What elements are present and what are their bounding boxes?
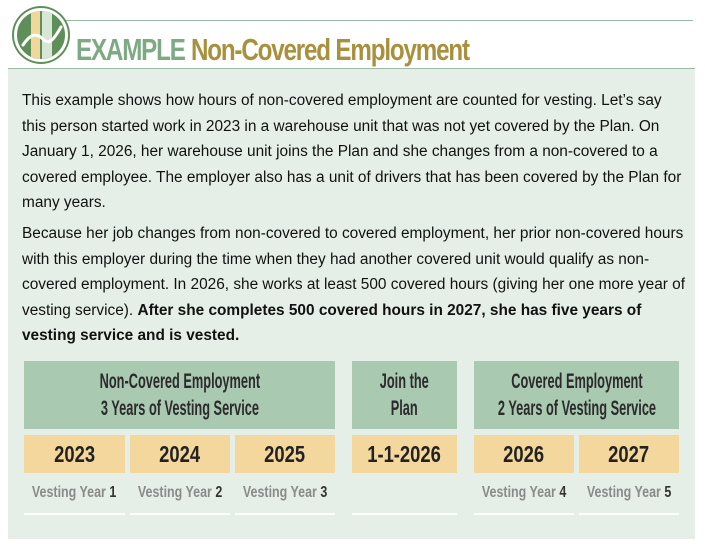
vesting-year-label <box>130 480 230 506</box>
join-plan-header-line2: Plan <box>390 397 418 420</box>
divider <box>352 513 457 515</box>
covered-header <box>474 361 679 429</box>
vesting-year-text: Vesting Year <box>481 484 556 501</box>
vesting-year-number: 5 <box>664 484 672 501</box>
vesting-year-label <box>579 480 679 506</box>
vesting-year-label <box>474 480 574 506</box>
paragraph-explanation <box>22 221 686 349</box>
page-title <box>76 28 469 72</box>
vesting-year-number: 4 <box>559 484 567 501</box>
year-2024: 2024 <box>159 440 201 467</box>
trend-line-icon <box>14 8 68 62</box>
vesting-year-label <box>24 480 125 506</box>
year-cell <box>24 435 125 473</box>
year-2026: 2026 <box>503 440 545 467</box>
vesting-year-text: Vesting Year <box>586 484 661 501</box>
paragraph-explanation-bold: After she completes 500 covered hours in 2027, she has five years of vesting service and is vested. <box>22 301 642 344</box>
vesting-year-number: 3 <box>320 484 328 501</box>
divider <box>235 513 335 515</box>
vesting-year-number: 1 <box>109 484 117 501</box>
vesting-year-text: Vesting Year <box>32 484 107 501</box>
divider <box>579 513 679 515</box>
vesting-year-number: 2 <box>215 484 223 501</box>
paragraph-explanation-text: Because her job changes from non-covered to covered employment, her prior non-covered hours with this employer during the time when they had another covered unit would qualify as non-covered employment. In 2026, she works at least 500 covered hours (giving her one more year of vesting service). <box>22 225 686 319</box>
year-2025: 2025 <box>264 440 306 467</box>
covered-header-line2: 2 Years of Vesting Service <box>497 397 656 420</box>
divider <box>474 513 574 515</box>
join-date: 1-1-2026 <box>367 440 442 467</box>
title-keyword: EXAMPLE <box>76 32 185 67</box>
year-cell <box>579 435 679 473</box>
year-cell <box>235 435 335 473</box>
title-text: Non-Covered Employment <box>190 32 469 67</box>
year-cell <box>130 435 230 473</box>
paragraph-intro: This example shows how hours of non-covered employment are counted for vesting. Let’s say this person started work in 2023 in a warehouse unit that was not yet covered by the Plan. On January 1, 2026, her warehouse unit joins the Plan and she changes from a non-covered to a covered employee. The employer also has a unit of drivers that has been covered by the Plan for many years. <box>22 92 682 211</box>
non-covered-header-line1: Non-Covered Employment <box>99 370 260 393</box>
vesting-year-text: Vesting Year <box>242 484 317 501</box>
divider <box>130 513 230 515</box>
covered-header-line1: Covered Employment <box>510 370 643 393</box>
year-2027: 2027 <box>608 440 650 467</box>
year-2023: 2023 <box>54 440 95 467</box>
non-covered-header <box>24 361 335 429</box>
join-plan-header <box>352 361 457 429</box>
divider <box>24 513 125 515</box>
year-cell <box>474 435 574 473</box>
join-plan-header-line1: Join the <box>379 370 429 393</box>
vesting-year-text: Vesting Year <box>137 484 212 501</box>
vesting-year-label <box>235 480 335 506</box>
header-rule <box>40 20 693 21</box>
non-covered-header-line2: 3 Years of Vesting Service <box>100 397 259 420</box>
year-cell <box>352 435 457 473</box>
